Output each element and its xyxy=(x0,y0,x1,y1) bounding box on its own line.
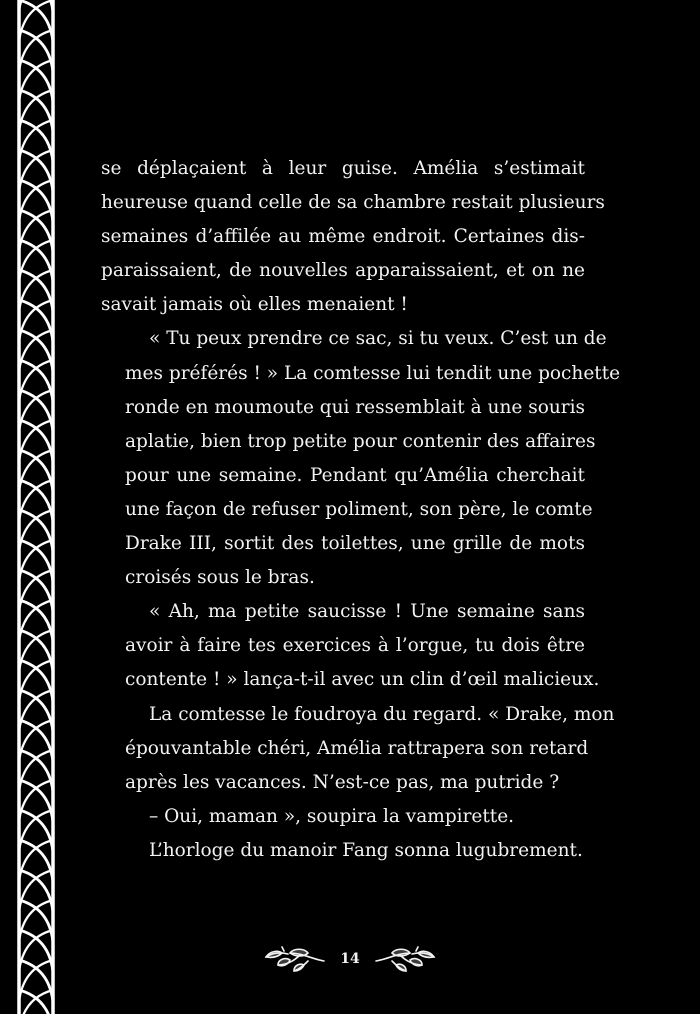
text-line: croisés sous le bras. xyxy=(125,567,315,589)
text-line: « Ah, ma petite saucisse ! Une semaine sans xyxy=(149,601,585,623)
paragraph xyxy=(101,322,621,595)
text-line: ronde en moumoute qui ressemblait à une souris xyxy=(125,396,585,418)
text-line: une façon de refuser poliment, son père, le comte xyxy=(125,498,593,520)
text-line: – Oui, maman », soupira la vampirette. xyxy=(149,805,515,827)
text-line: paraissaient, de nouvelles apparaissaient, et on ne xyxy=(101,260,585,282)
paragraph xyxy=(101,152,605,322)
page-number: 14 xyxy=(340,951,360,967)
text-line: pour une semaine. Pendant qu’Amélia cherchait xyxy=(125,464,585,486)
text-line: mes préférés ! » La comtesse lui tendit une pochette xyxy=(125,362,621,384)
page-footer xyxy=(0,944,700,974)
leaf-vine-ornament-right-icon xyxy=(374,945,436,973)
page-text xyxy=(101,152,621,868)
lattice-border-icon xyxy=(14,0,58,1014)
paragraph xyxy=(101,698,615,800)
text-line: se déplaçaient à leur guise. Amélia s’estimait xyxy=(101,158,585,179)
text-line: « Tu peux prendre ce sac, si tu veux. C’est un de xyxy=(149,328,607,350)
text-line: semaines d’affilée au même endroit. Certaines dis- xyxy=(101,226,585,248)
text-line: après les vacances. N’est-ce pas, ma putride ? xyxy=(125,771,560,793)
paragraph xyxy=(101,800,585,834)
text-line: L’horloge du manoir Fang sonna lugubrement. xyxy=(149,839,583,861)
text-line: avoir à faire tes exercices à l’orgue, tu dois être xyxy=(125,635,585,657)
text-line: savait jamais où elles menaient ! xyxy=(101,294,408,316)
paragraph xyxy=(101,834,585,868)
text-line: La comtesse le foudroya du regard. « Drake, mon xyxy=(149,703,615,725)
leaf-vine-ornament-left-icon xyxy=(264,945,326,973)
text-line: heureuse quand celle de sa chambre restait plusieurs xyxy=(101,192,605,214)
paragraph xyxy=(101,595,600,697)
text-line: aplatie, bien trop petite pour contenir des affaires xyxy=(125,430,596,452)
text-line: contente ! » lança-t-il avec un clin d’œil malicieux. xyxy=(125,669,600,691)
text-line: épouvantable chéri, Amélia rattrapera son retard xyxy=(125,737,589,759)
text-line: Drake III, sortit des toilettes, une grille de mots xyxy=(125,533,585,555)
